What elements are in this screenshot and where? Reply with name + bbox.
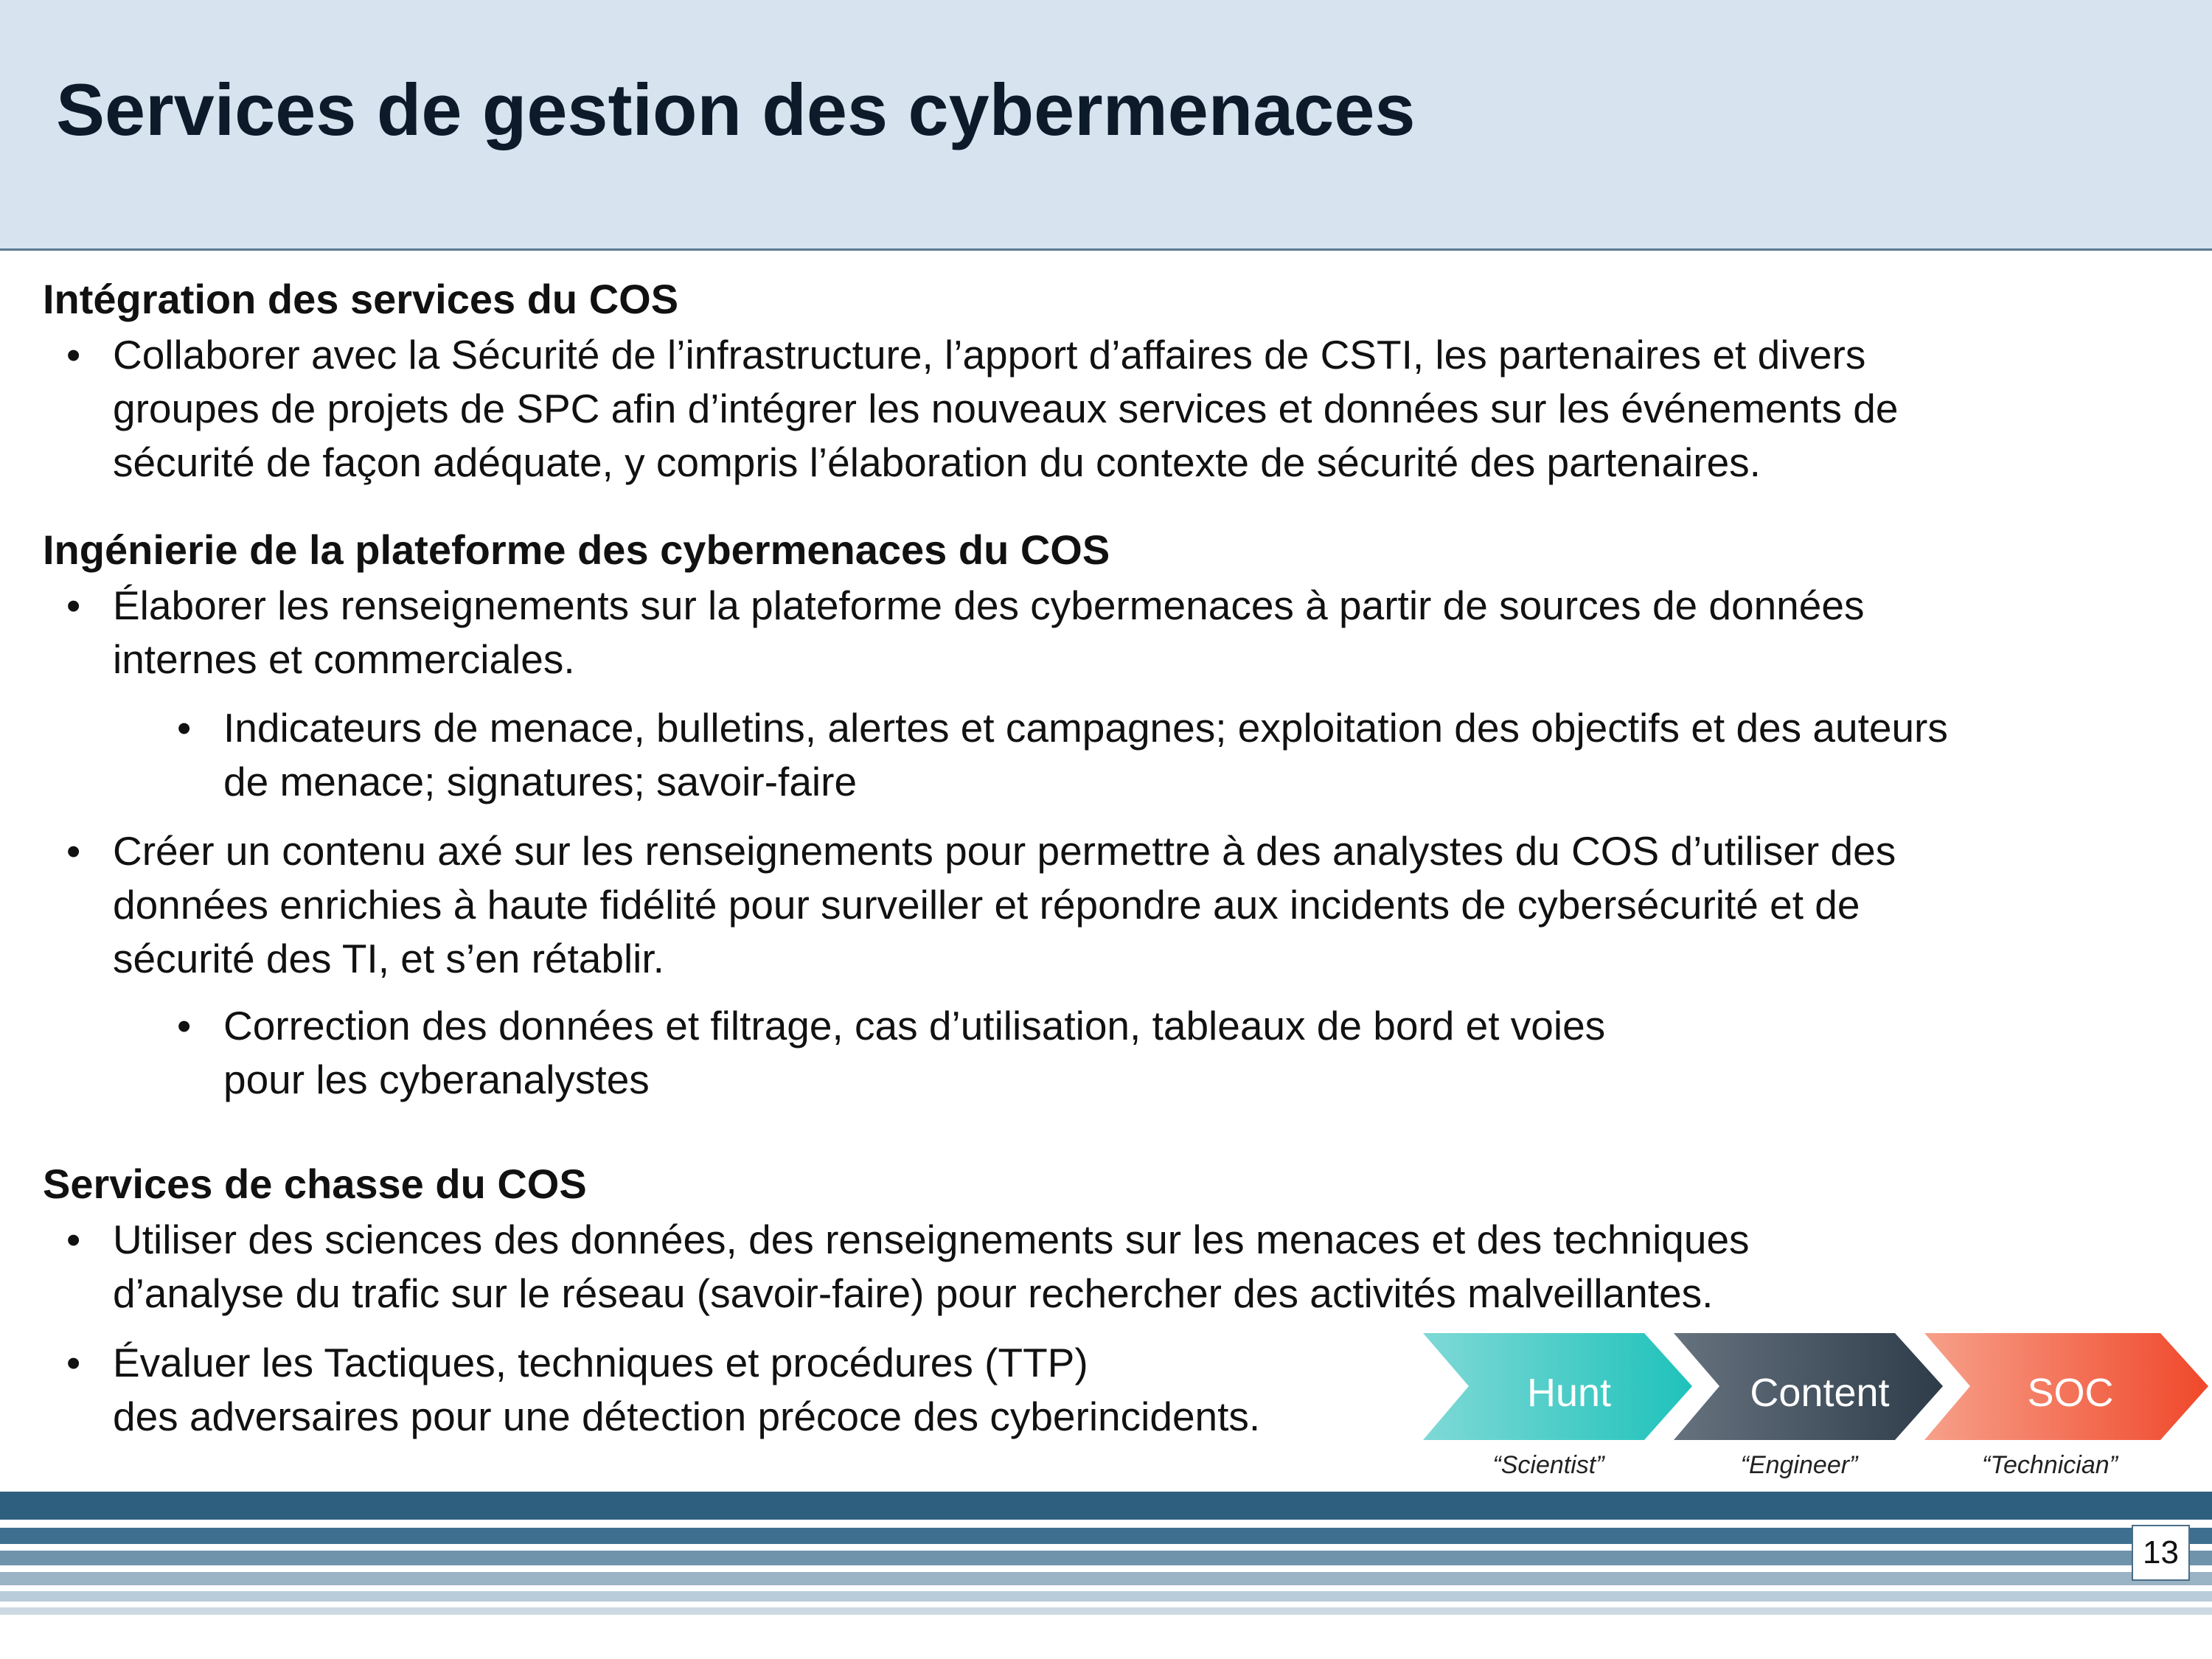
sub-bullet-item <box>177 999 1606 1107</box>
bullet-line: Collaborer avec la Sécurité de l’infrastructure, l’apport d’affaires de CSTI, les partenaires et divers <box>113 332 1866 378</box>
stage-label-soc: SOC <box>2027 1371 2114 1415</box>
bullet-line: Évaluer les Tactiques, techniques et procédures (TTP) <box>113 1340 1088 1385</box>
footer-stripe <box>0 1607 2212 1615</box>
bullet-line: d’analyse du trafic sur le réseau (savoir-faire) pour rechercher des activités malveillantes. <box>113 1270 1714 1316</box>
bullet-item <box>66 579 1865 686</box>
bullet-item <box>66 1336 1261 1444</box>
role-label-scientist: “Scientist” <box>1492 1451 1604 1479</box>
bullet-line: Créer un contenu axé sur les renseignements pour permettre à des analystes du COS d’utiliser des <box>113 828 1896 874</box>
section-heading-integration: Intégration des services du COS <box>43 276 679 322</box>
bullet-line: de menace; signatures; savoir-faire <box>223 759 858 804</box>
hunt-content-soc-diagram <box>1423 1333 2212 1488</box>
bullet-line: des adversaires pour une détection précoce des cyberincidents. <box>113 1394 1261 1439</box>
bullet-line: internes et commerciales. <box>113 636 575 682</box>
stage-label-hunt: Hunt <box>1526 1371 1612 1415</box>
stage-label-content: Content <box>1750 1371 1890 1415</box>
role-label-engineer: “Engineer” <box>1740 1451 1858 1479</box>
bullet-item <box>66 1213 1750 1321</box>
bullet-line: sécurité des TI, et s’en rétablir. <box>113 936 664 981</box>
footer-stripe <box>0 1572 2212 1585</box>
bullet-line: sécurité de façon adéquate, y compris l’élaboration du contexte de sécurité des partenaires. <box>113 439 1761 485</box>
bullet-marker: • <box>66 1340 81 1385</box>
section-heading-ingenierie: Ingénierie de la plateforme des cybermenaces du COS <box>43 526 1110 573</box>
footer-stripe <box>0 1528 2212 1544</box>
bullet-item <box>66 328 1899 490</box>
slide-header <box>0 0 2212 251</box>
bullet-line: Indicateurs de menace, bulletins, alertes et campagnes; exploitation des objectifs et des auteurs <box>223 705 1948 751</box>
section-heading-chasse: Services de chasse du COS <box>43 1161 587 1207</box>
bullet-marker: • <box>177 705 192 751</box>
footer-stripe <box>0 1492 2212 1520</box>
bullet-line: Correction des données et filtrage, cas d’utilisation, tableaux de bord et voies <box>223 1003 1606 1048</box>
slide-title: Services de gestion des cybermenaces <box>56 69 1416 150</box>
bullet-line: Élaborer les renseignements sur la plateforme des cybermenaces à partir de sources de données <box>113 582 1865 628</box>
bullet-marker: • <box>66 582 81 628</box>
bullet-marker: • <box>66 828 81 874</box>
bullet-marker: • <box>177 1003 192 1048</box>
bullet-item <box>66 824 1896 986</box>
bullet-marker: • <box>66 332 81 378</box>
footer-stripe <box>0 1591 2212 1601</box>
bullet-line: groupes de projets de SPC afin d’intégrer les nouveaux services et données sur les événements de <box>113 386 1899 431</box>
sub-bullet-item <box>177 701 1948 809</box>
bullet-line: données enrichies à haute fidélité pour surveiller et répondre aux incidents de cybersécurité et de <box>113 882 1860 928</box>
footer-stripe <box>0 1551 2212 1565</box>
page-number: 13 <box>2132 1525 2190 1581</box>
bullet-line: pour les cyberanalystes <box>223 1057 650 1102</box>
bullet-line: Utiliser des sciences des données, des renseignements sur les menaces et des techniques <box>113 1217 1750 1262</box>
role-label-technician: “Technician” <box>1982 1451 2118 1479</box>
bullet-marker: • <box>66 1217 81 1262</box>
